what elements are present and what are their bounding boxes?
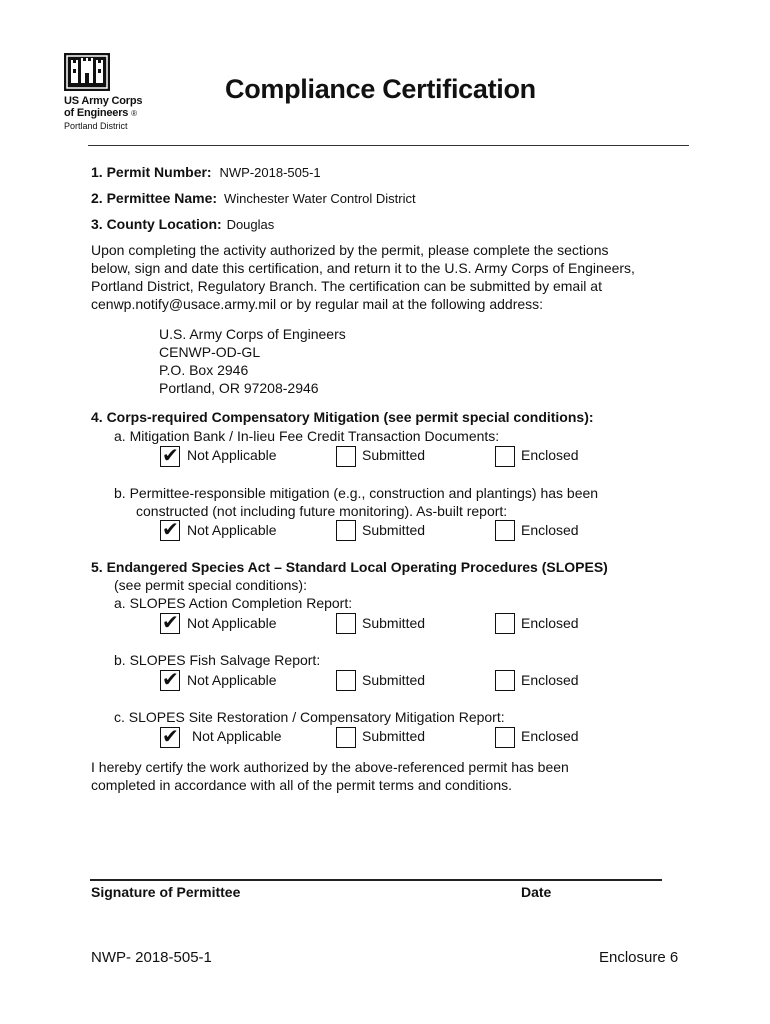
- mailing-address: [159, 325, 346, 397]
- instructions-line: Portland District, Regulatory Branch. The certification can be submitted by email at: [91, 278, 602, 294]
- section4a-not-applicable-checkbox[interactable]: [160, 446, 180, 467]
- section5-heading: 5. Endangered Species Act – Standard Local Operating Procedures (SLOPES): [91, 559, 608, 575]
- county-location-row: [91, 215, 274, 234]
- not-applicable-label: Not Applicable: [187, 615, 277, 631]
- instructions-line: cenwp.notify@usace.army.mil or by regular mail at the following address:: [91, 296, 544, 312]
- permittee-name-label: 2. Permittee Name:: [91, 190, 218, 206]
- section4a-label: a. Mitigation Bank / In-lieu Fee Credit Transaction Documents:: [114, 428, 500, 444]
- enclosed-label: Enclosed: [521, 522, 579, 538]
- section4b-submitted-checkbox[interactable]: [336, 520, 356, 541]
- header-divider: [88, 145, 689, 146]
- permittee-name-value: Winchester Water Control District: [223, 191, 416, 206]
- logo-line1: US Army Corps: [64, 95, 143, 107]
- enclosed-label: Enclosed: [521, 615, 579, 631]
- date-label: Date: [521, 884, 552, 900]
- address-line: P.O. Box 2946: [159, 362, 249, 378]
- address-line: CENWP-OD-GL: [159, 344, 261, 360]
- section4b-not-applicable-checkbox[interactable]: [160, 520, 180, 541]
- logo-line2-wrap: [64, 107, 142, 120]
- not-applicable-label: Not Applicable: [187, 672, 277, 688]
- not-applicable-label: Not Applicable: [192, 728, 282, 744]
- county-location-label: 3. County Location:: [91, 216, 222, 232]
- registered-mark: ®: [131, 109, 137, 118]
- submitted-label: Submitted: [362, 615, 426, 631]
- checkmark-icon: ✔: [162, 519, 179, 541]
- section5b-not-applicable-checkbox[interactable]: [160, 670, 180, 691]
- signature-label: Signature of Permittee: [91, 884, 241, 900]
- permit-number-row: [91, 163, 321, 182]
- section5a-not-applicable-checkbox[interactable]: [160, 613, 180, 634]
- section4a-enclosed-checkbox[interactable]: [495, 446, 515, 467]
- section5b-enclosed-checkbox[interactable]: [495, 670, 515, 691]
- instructions: [91, 241, 635, 313]
- section5b-label: b. SLOPES Fish Salvage Report:: [114, 652, 321, 668]
- footer-permit-number: NWP- 2018-505-1: [91, 949, 212, 966]
- submitted-label: Submitted: [362, 672, 426, 688]
- logo-line2: of Engineers: [64, 107, 129, 119]
- enclosed-label: Enclosed: [521, 728, 579, 744]
- section5-subheading: (see permit special conditions):: [114, 577, 307, 593]
- section4-heading: 4. Corps-required Compensatory Mitigation (see permit special conditions):: [91, 409, 594, 425]
- section4b-enclosed-checkbox[interactable]: [495, 520, 515, 541]
- section5a-label: a. SLOPES Action Completion Report:: [114, 595, 353, 611]
- castle-logo-icon: [64, 53, 110, 91]
- section4a-submitted-checkbox[interactable]: [336, 446, 356, 467]
- page-title: Compliance Certification: [225, 74, 536, 104]
- logo-district: Portland District: [64, 121, 128, 131]
- submitted-label: Submitted: [362, 447, 426, 463]
- signature-line[interactable]: [90, 879, 662, 881]
- enclosed-label: Enclosed: [521, 672, 579, 688]
- submitted-label: Submitted: [362, 522, 426, 538]
- instructions-line: below, sign and date this certification, and return it to the U.S. Army Corps of Engineers,: [91, 260, 635, 276]
- footer-enclosure: Enclosure 6: [599, 949, 679, 966]
- checkmark-icon: ✔: [162, 669, 179, 691]
- section4b-label: [114, 484, 598, 520]
- address-line: U.S. Army Corps of Engineers: [159, 326, 346, 342]
- section5c-not-applicable-checkbox[interactable]: [160, 727, 180, 748]
- checkmark-icon: ✔: [162, 612, 179, 634]
- section5c-enclosed-checkbox[interactable]: [495, 727, 515, 748]
- section5c-submitted-checkbox[interactable]: [336, 727, 356, 748]
- section4b-label-line2: constructed (not including future monitoring). As-built report:: [136, 503, 508, 519]
- logo-text: [64, 95, 142, 120]
- address-line: Portland, OR 97208-2946: [159, 380, 319, 396]
- checkmark-icon: ✔: [162, 445, 179, 467]
- section5b-submitted-checkbox[interactable]: [336, 670, 356, 691]
- permittee-name-row: [91, 189, 416, 208]
- not-applicable-label: Not Applicable: [187, 447, 277, 463]
- checkmark-icon: ✔: [162, 726, 179, 748]
- instructions-line: Upon completing the activity authorized by the permit, please complete the sections: [91, 242, 609, 258]
- county-location-value: Douglas: [226, 217, 275, 232]
- not-applicable-label: Not Applicable: [187, 522, 277, 538]
- certification-line: I hereby certify the work authorized by the above-referenced permit has been: [91, 759, 569, 775]
- section5c-label: c. SLOPES Site Restoration / Compensatory Mitigation Report:: [114, 709, 505, 725]
- section4b-label-line1: b. Permittee-responsible mitigation (e.g., construction and plantings) has been: [114, 485, 599, 501]
- permit-number-value: NWP-2018-505-1: [219, 165, 321, 180]
- enclosed-label: Enclosed: [521, 447, 579, 463]
- section5a-submitted-checkbox[interactable]: [336, 613, 356, 634]
- certification-statement: [91, 758, 569, 794]
- permit-number-label: 1. Permit Number:: [91, 164, 212, 180]
- certification-line: completed in accordance with all of the permit terms and conditions.: [91, 777, 512, 793]
- section5a-enclosed-checkbox[interactable]: [495, 613, 515, 634]
- submitted-label: Submitted: [362, 728, 426, 744]
